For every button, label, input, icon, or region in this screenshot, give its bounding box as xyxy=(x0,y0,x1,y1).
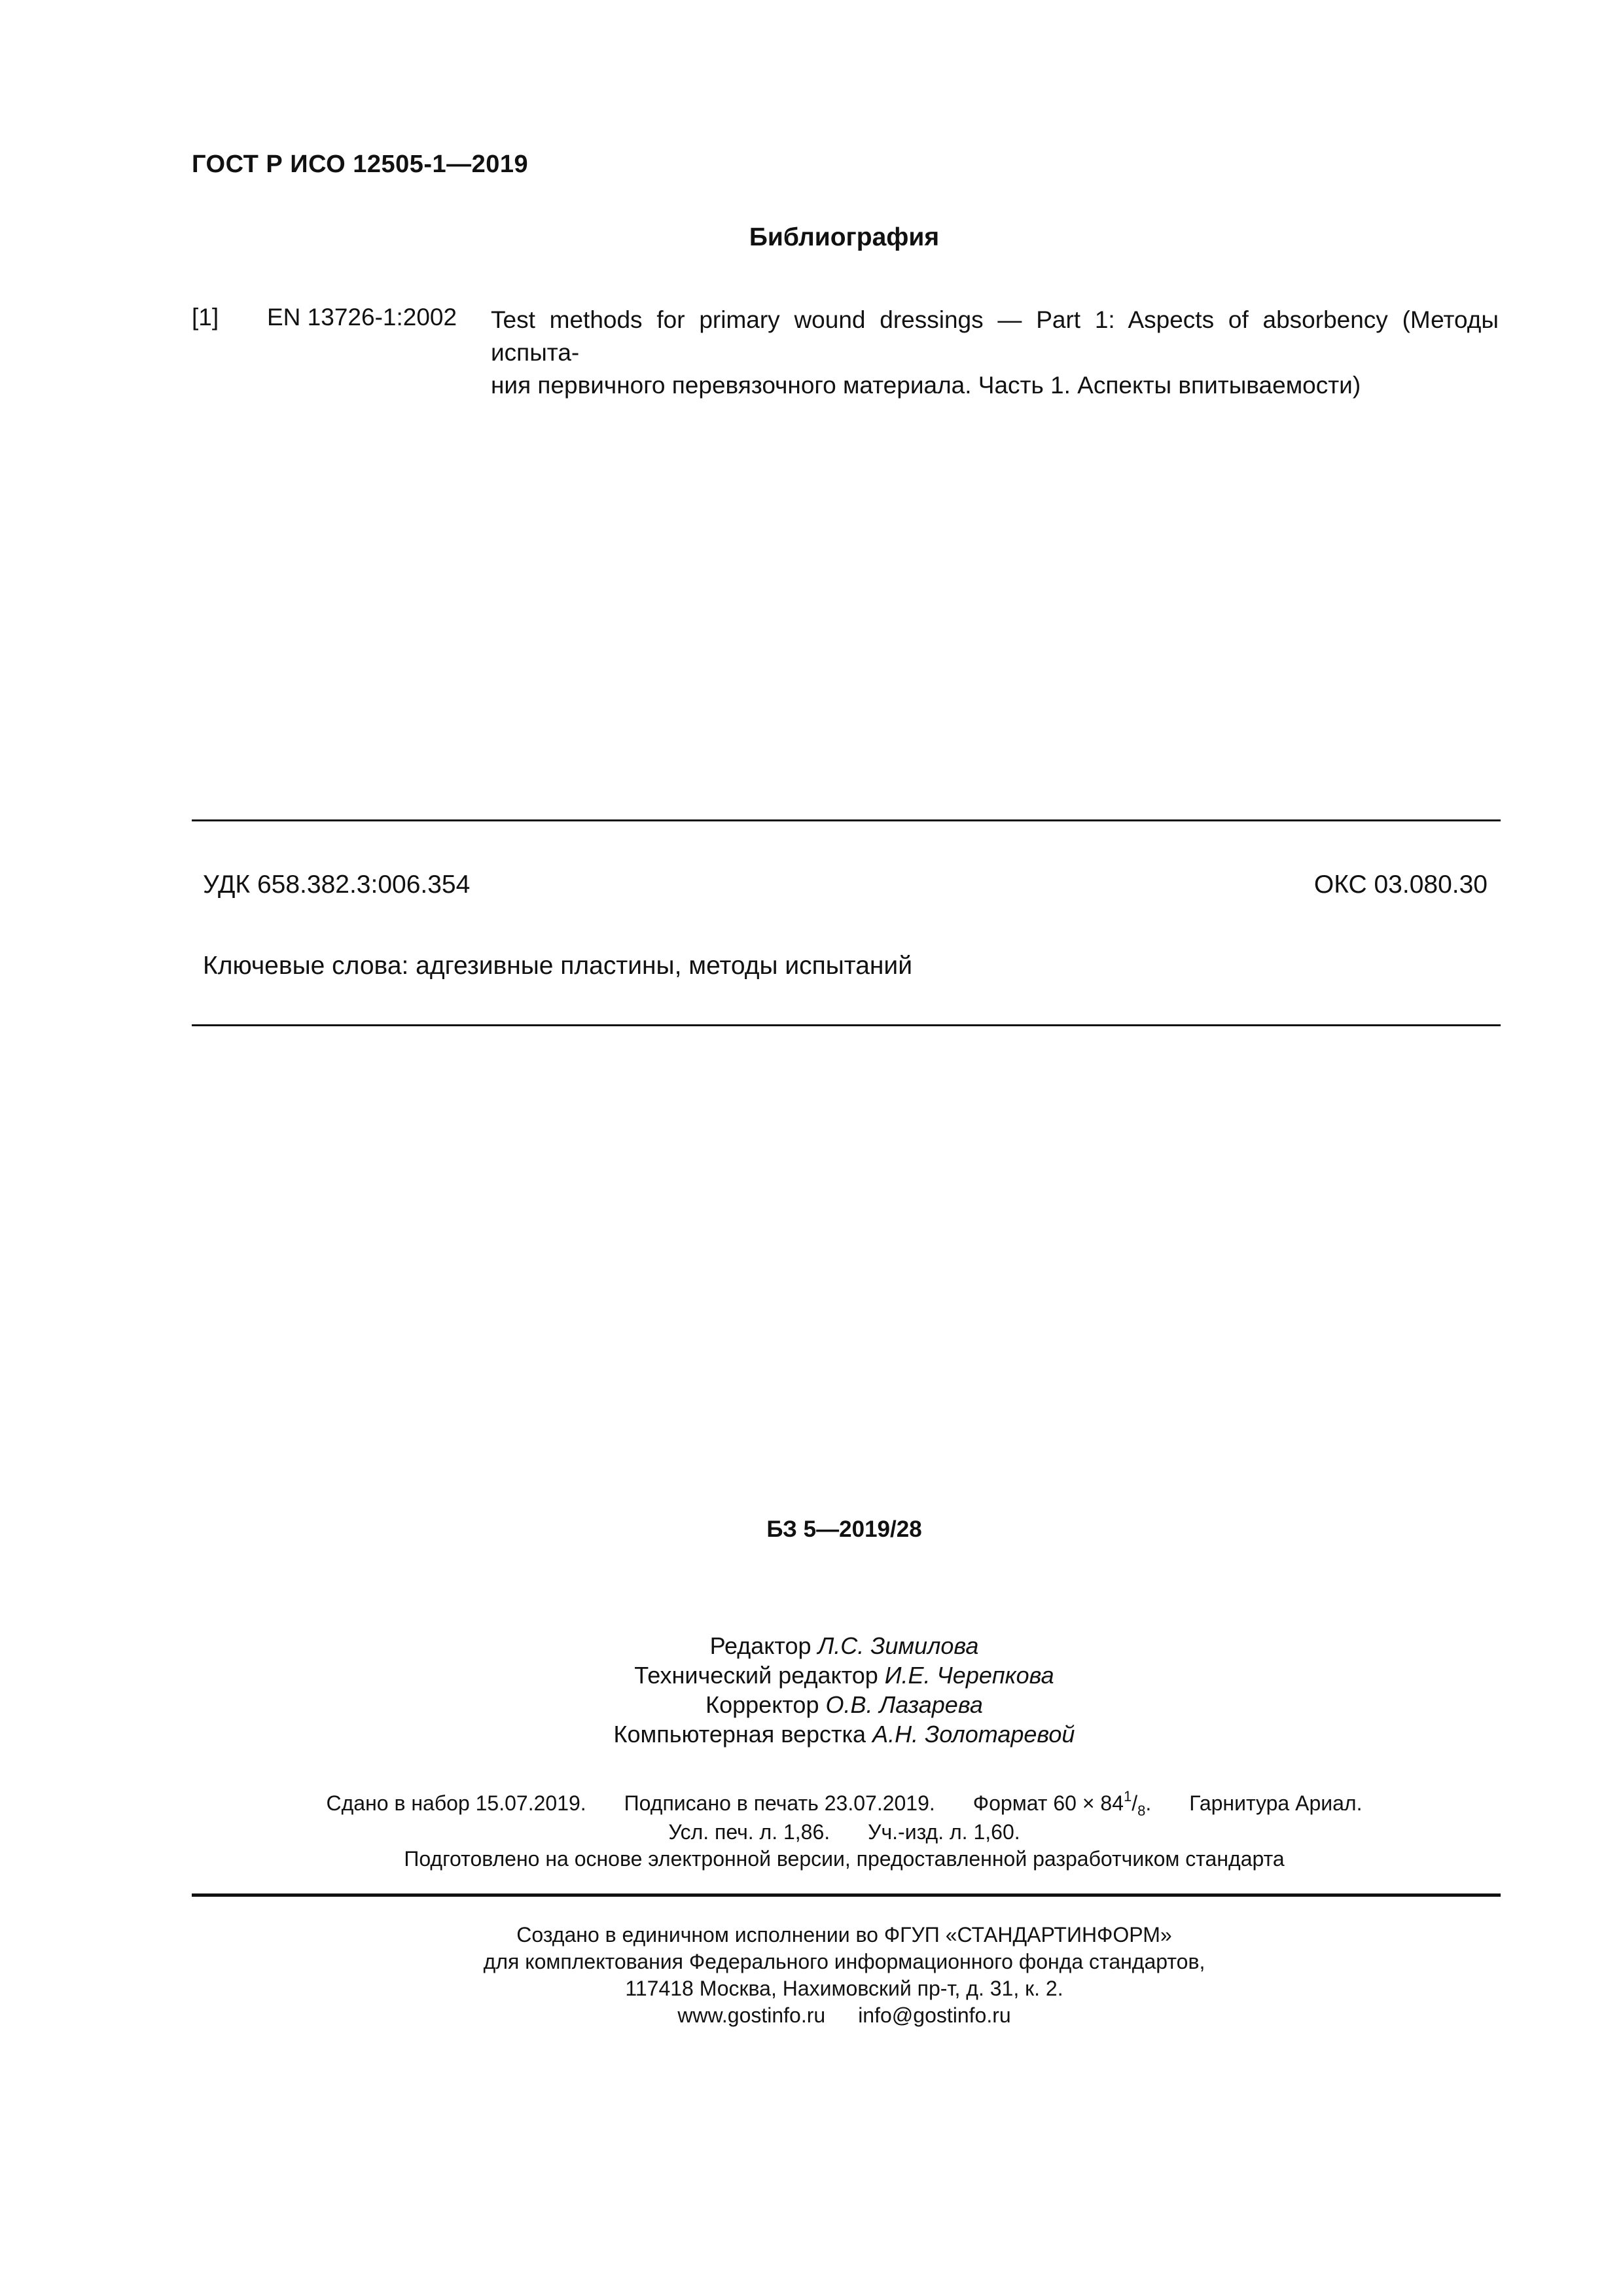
usl-pech-sheets: Усл. печ. л. 1,86. xyxy=(668,1820,830,1844)
credit-role: Компьютерная верстка xyxy=(613,1721,866,1748)
credit-line xyxy=(0,1631,1623,1660)
bibliography-entry-desc-line: ния первичного перевязочного материала. Часть 1. Аспекты впитываемости) xyxy=(491,372,1361,399)
publisher-contacts xyxy=(0,2002,1623,2029)
divider-top xyxy=(192,819,1501,821)
bibliography-entry-desc-line: Test methods for primary wound dressings — Part 1: Aspects of absorbency (Методы испыта- xyxy=(491,306,1499,366)
credit-person: Л.С. Зимилова xyxy=(817,1632,979,1659)
typeface: Гарнитура Ариал. xyxy=(1189,1791,1363,1815)
submitted-date: Сдано в набор 15.07.2019. xyxy=(326,1791,586,1815)
publisher-block xyxy=(0,1922,1623,2029)
bibliography-entry-number: [1] xyxy=(192,304,219,331)
bz-number: БЗ 5—2019/28 xyxy=(766,1516,922,1542)
website-link[interactable]: www.gostinfo.ru xyxy=(677,2003,826,2027)
credit-person: И.Е. Черепкова xyxy=(884,1662,1054,1689)
credits-block xyxy=(0,1631,1623,1749)
prepared-note: Подготовлено на основе электронной версии, предоставленной разработчиком стандарта xyxy=(404,1847,1285,1871)
email-link[interactable]: info@gostinfo.ru xyxy=(858,2003,1011,2027)
credit-person: А.Н. Золотаревой xyxy=(872,1721,1075,1748)
publisher-address: 117418 Москва, Нахимовский пр-т, д. 31, к. 2. xyxy=(625,1977,1063,2000)
credit-line xyxy=(0,1660,1623,1690)
bibliography-entry-description xyxy=(491,304,1499,402)
print-format: Формат $60 \times 84^1/_8$. xyxy=(972,1788,1152,1819)
keywords: Ключевые слова: адгезивные пластины, методы испытаний xyxy=(203,952,913,980)
publisher-line: для комплектования Федерального информационного фонда стандартов, xyxy=(483,1950,1205,1973)
divider-bottom xyxy=(192,1893,1501,1897)
credit-role: Технический редактор xyxy=(634,1662,878,1689)
print-info-line xyxy=(0,1819,1623,1846)
publisher-line: Создано в единичном исполнении во ФГУП «СТАНДАРТИНФОРМ» xyxy=(516,1923,1172,1946)
signed-date: Подписано в печать 23.07.2019. xyxy=(624,1791,935,1815)
credit-person: О.В. Лазарева xyxy=(825,1691,983,1718)
uch-izd-sheets: Уч.-изд. л. 1,60. xyxy=(868,1820,1020,1844)
credit-line xyxy=(0,1690,1623,1719)
bibliography-entry-code: EN 13726-1:2002 xyxy=(267,304,457,331)
udk-code: УДК 658.382.3:006.354 xyxy=(203,870,471,899)
standard-code-header: ГОСТ Р ИСО 12505-1—2019 xyxy=(192,151,529,178)
print-info-block xyxy=(0,1790,1623,1873)
print-info-line xyxy=(0,1790,1623,1819)
divider-middle xyxy=(192,1024,1501,1026)
credit-line xyxy=(0,1719,1623,1749)
credit-role: Редактор xyxy=(709,1632,812,1659)
bibliography-title: Библиография xyxy=(749,223,940,251)
credit-role: Корректор xyxy=(705,1691,819,1718)
oks-code: ОКС 03.080.30 xyxy=(1313,870,1488,899)
